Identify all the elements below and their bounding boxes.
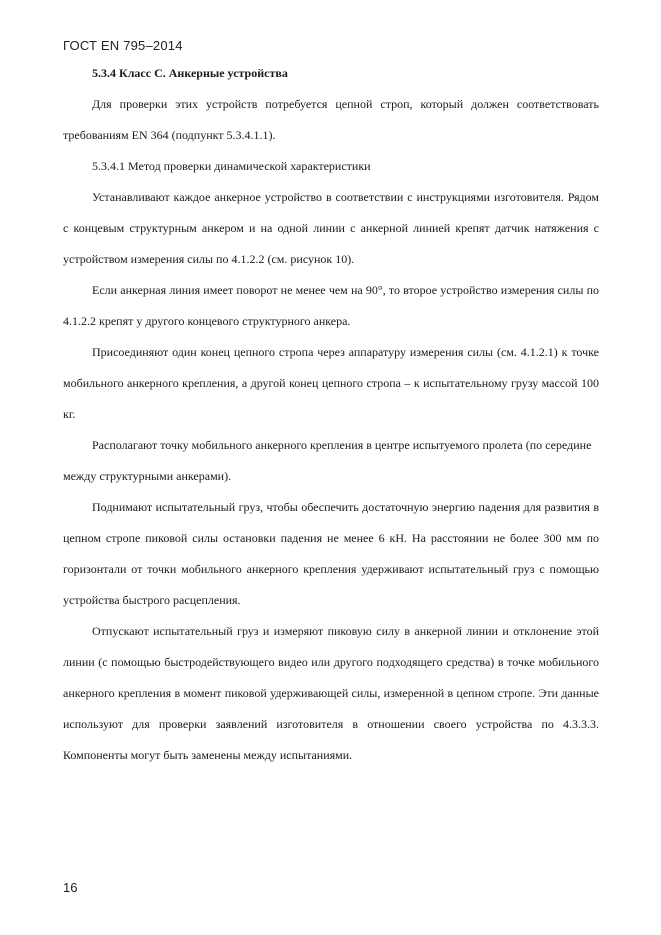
- standard-header: ГОСТ EN 795–2014: [63, 38, 183, 53]
- paragraph-lift: Поднимают испытательный груз, чтобы обеспечить достаточную энергию падения для развития в цепном стропе пиковой силы остановки падения не менее 6 кН. На расстоянии не более 300 мм по горизонтали от точки мобильного анкерного крепления удерживают испытательный груз с помощью устройства быстрого расцепления.: [63, 500, 599, 607]
- paragraph-turn: Если анкерная линия имеет поворот не менее чем на 90°, то второе устройство измерения силы по 4.1.2.2 крепят у другого концевого структурного анкера.: [63, 283, 599, 328]
- intro-paragraph: Для проверки этих устройств потребуется цепной строп, который должен соответствовать требованиям EN 364 (подпункт 5.3.4.1.1).: [63, 97, 599, 142]
- page-number: 16: [63, 880, 78, 895]
- subsection-title: 5.3.4.1 Метод проверки динамической характеристики: [92, 159, 371, 173]
- paragraph-install: Устанавливают каждое анкерное устройство в соответствии с инструкциями изготовителя. Рядом с концевым структурным анкером и на одной линии с анкерной линией крепят датчик натяжения с устройством измерения силы по 4.1.2.2 (см. рисунок 10).: [63, 190, 599, 266]
- paragraph-position: Располагают точку мобильного анкерного крепления в центре испытуемого пролета (по середине между структурными анкерами).: [63, 438, 592, 483]
- page-content: [63, 58, 599, 771]
- paragraph-release: Отпускают испытательный груз и измеряют пиковую силу в анкерной линии и отклонение этой линии (с помощью быстродействующего видео или другого подходящего средства) в точке мобильного анкерного крепления в момент пиковой удерживающей силы, измеренной в цепном стропе. Эти данные используют для проверки заявлений изготовителя в отношении своего устройства по 4.3.3.3. Компоненты могут быть заменены между испытаниями.: [63, 624, 599, 762]
- section-title: 5.3.4 Класс С. Анкерные устройства: [92, 66, 288, 80]
- paragraph-attach: Присоединяют один конец цепного стропа через аппаратуру измерения силы (см. 4.1.2.1) к точке мобильного анкерного крепления, а другой конец цепного стропа – к испытательному грузу массой 100 кг.: [63, 345, 599, 421]
